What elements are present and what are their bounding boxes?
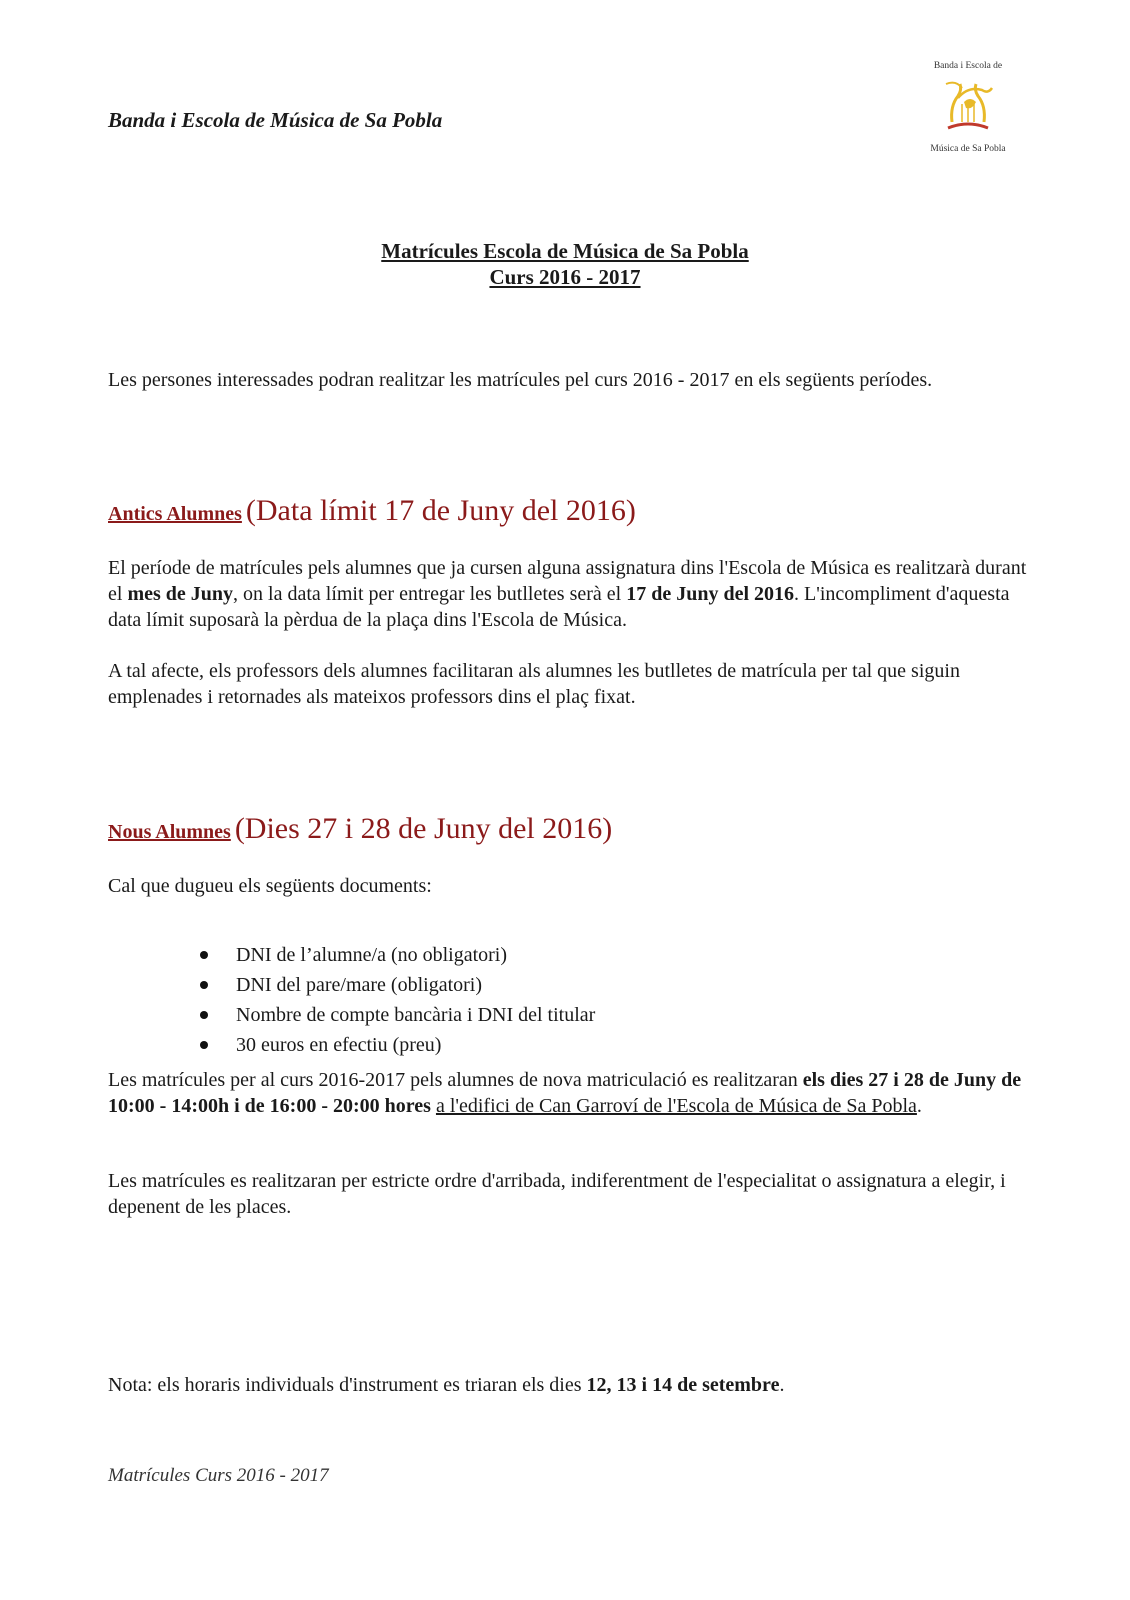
nous-heading — [108, 812, 612, 846]
antics-paragraph-1: El període de matrícules pels alumnes que ja cursen alguna assignatura dins l'Escola de Música es realitzarà durant el mes de Juny, on la data límit per entregar les butlletes serà el 17 de Juny del 2016. L'incompliment d'aquesta data límit suposarà la pèrdua de la plaça dins l'Escola de Música. — [108, 557, 1027, 631]
intro-paragraph: Les persones interessades podran realitzar les matrícules pel curs 2016 - 2017 en els següents períodes. — [108, 369, 933, 391]
nota-paragraph: Nota: els horaris individuals d'instrument es triaran els dies 12, 13 i 14 de setembre. — [108, 1374, 785, 1396]
list-item: DNI del pare/mare (obligatori) — [180, 970, 595, 1000]
list-item: Nombre de compte bancària i DNI del titular — [180, 1000, 595, 1030]
bullet-icon — [200, 951, 208, 959]
documents-list — [180, 940, 595, 1060]
logo-top-text: Banda i Escola de — [933, 61, 1003, 71]
antics-heading — [108, 494, 636, 528]
school-logo — [922, 58, 1014, 168]
document-title: Matrícules Escola de Música de Sa Pobla — [381, 239, 749, 263]
page-footer: Matrícules Curs 2016 - 2017 — [108, 1465, 329, 1486]
bullet-icon — [200, 1011, 208, 1019]
antics-paragraph-2: A tal afecte, els professors dels alumnes facilitaran als alumnes les butlletes de matrícula per tal que siguin emplenades i retornades als mateixos professors dins el plaç fixat. — [108, 660, 960, 708]
nous-intro: Cal que dugueu els següents documents: — [108, 875, 432, 897]
lyre-pegasus-icon — [938, 76, 998, 140]
antics-label: Antics Alumnes — [108, 503, 242, 525]
document-subtitle: Curs 2016 - 2017 — [489, 265, 641, 289]
location-link: a l'edifici de Can Garroví de l'Escola de Música de Sa Pobla — [435, 1095, 917, 1117]
antics-date: (Data límit 17 de Juny del 2016) — [245, 494, 636, 527]
logo-bottom-text: Música de Sa Pobla — [930, 144, 1006, 154]
nous-label: Nous Alumnes — [108, 821, 231, 843]
list-item: 30 euros en efectiu (preu) — [180, 1030, 595, 1060]
bullet-icon — [200, 981, 208, 989]
header-title: Banda i Escola de Música de Sa Pobla — [108, 108, 443, 132]
list-item: DNI de l’alumne/a (no obligatori) — [180, 940, 595, 970]
nous-date: (Dies 27 i 28 de Juny del 2016) — [234, 812, 613, 845]
nous-paragraph-2: Les matrícules es realitzaran per estricte ordre d'arribada, indiferentment de l'especialitat o assignatura a elegir, i depenent de les places. — [108, 1170, 1006, 1218]
nous-paragraph-1: Les matrícules per al curs 2016-2017 pels alumnes de nova matriculació es realitzaran els dies 27 i 28 de Juny de 10:00 - 14:00h i de 16:00 - 20:00 hores a l'edifici de Can Garroví de l'Escola de Música de Sa Pobla. — [108, 1069, 1022, 1117]
bullet-icon — [200, 1041, 208, 1049]
